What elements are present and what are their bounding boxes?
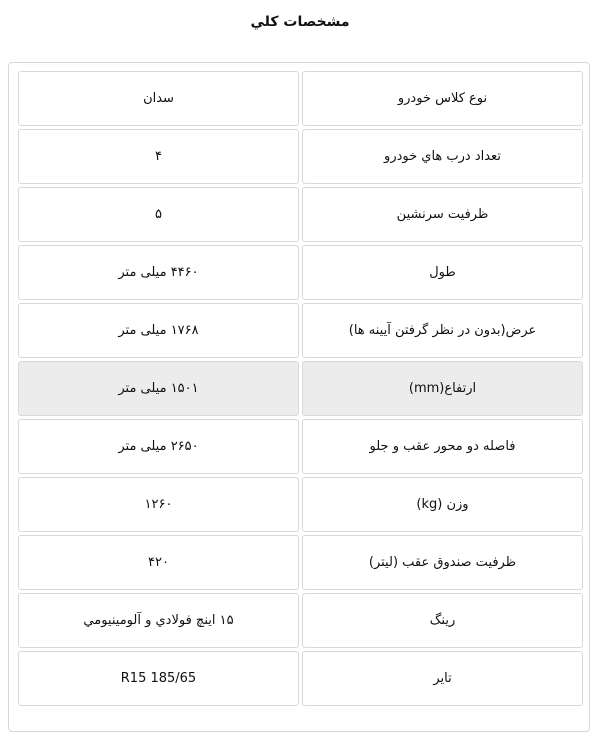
spec-label: ظرفيت سرنشين [302, 187, 583, 242]
spec-value: ۱۷۶۸ میلی متر [18, 303, 299, 358]
spec-row [18, 129, 583, 184]
spec-value: ۱۵۰۱ میلی متر [18, 361, 299, 416]
spec-label: فاصله دو محور عقب و جلو [302, 419, 583, 474]
spec-row [18, 71, 583, 126]
spec-label: تعداد درب هاي خودرو [302, 129, 583, 184]
spec-label: عرض(بدون در نظر گرفتن آيينه ها) [302, 303, 583, 358]
spec-value: ۱۵ اينچ فولادي و آلومينيومي [18, 593, 299, 648]
spec-label: تاير [302, 651, 583, 706]
spec-label: نوع كلاس خودرو [302, 71, 583, 126]
spec-value: ۱۲۶۰ [18, 477, 299, 532]
spec-row [18, 535, 583, 590]
spec-value: ۲۶۵۰ میلی متر [18, 419, 299, 474]
spec-row [18, 187, 583, 242]
spec-label: طول [302, 245, 583, 300]
spec-row [18, 303, 583, 358]
spec-label: وزن (kg) [302, 477, 583, 532]
spec-label: رينگ [302, 593, 583, 648]
spec-row-highlighted [18, 361, 583, 416]
spec-row [18, 593, 583, 648]
spec-value: ۴ [18, 129, 299, 184]
spec-label: ارتفاع(mm) [302, 361, 583, 416]
spec-row [18, 651, 583, 706]
spec-value: ۴۴۶۰ میلی متر [18, 245, 299, 300]
spec-value: سدان [18, 71, 299, 126]
spec-row [18, 477, 583, 532]
spec-label: ظرفيت صندوق عقب (ليتر) [302, 535, 583, 590]
spec-row [18, 419, 583, 474]
spec-value: ۵ [18, 187, 299, 242]
page-title: مشخصات كلي [250, 14, 350, 30]
spec-value: ۴۲۰ [18, 535, 299, 590]
spec-value: R15 185/65 [18, 651, 299, 706]
spec-row [18, 245, 583, 300]
spec-table [15, 68, 586, 709]
